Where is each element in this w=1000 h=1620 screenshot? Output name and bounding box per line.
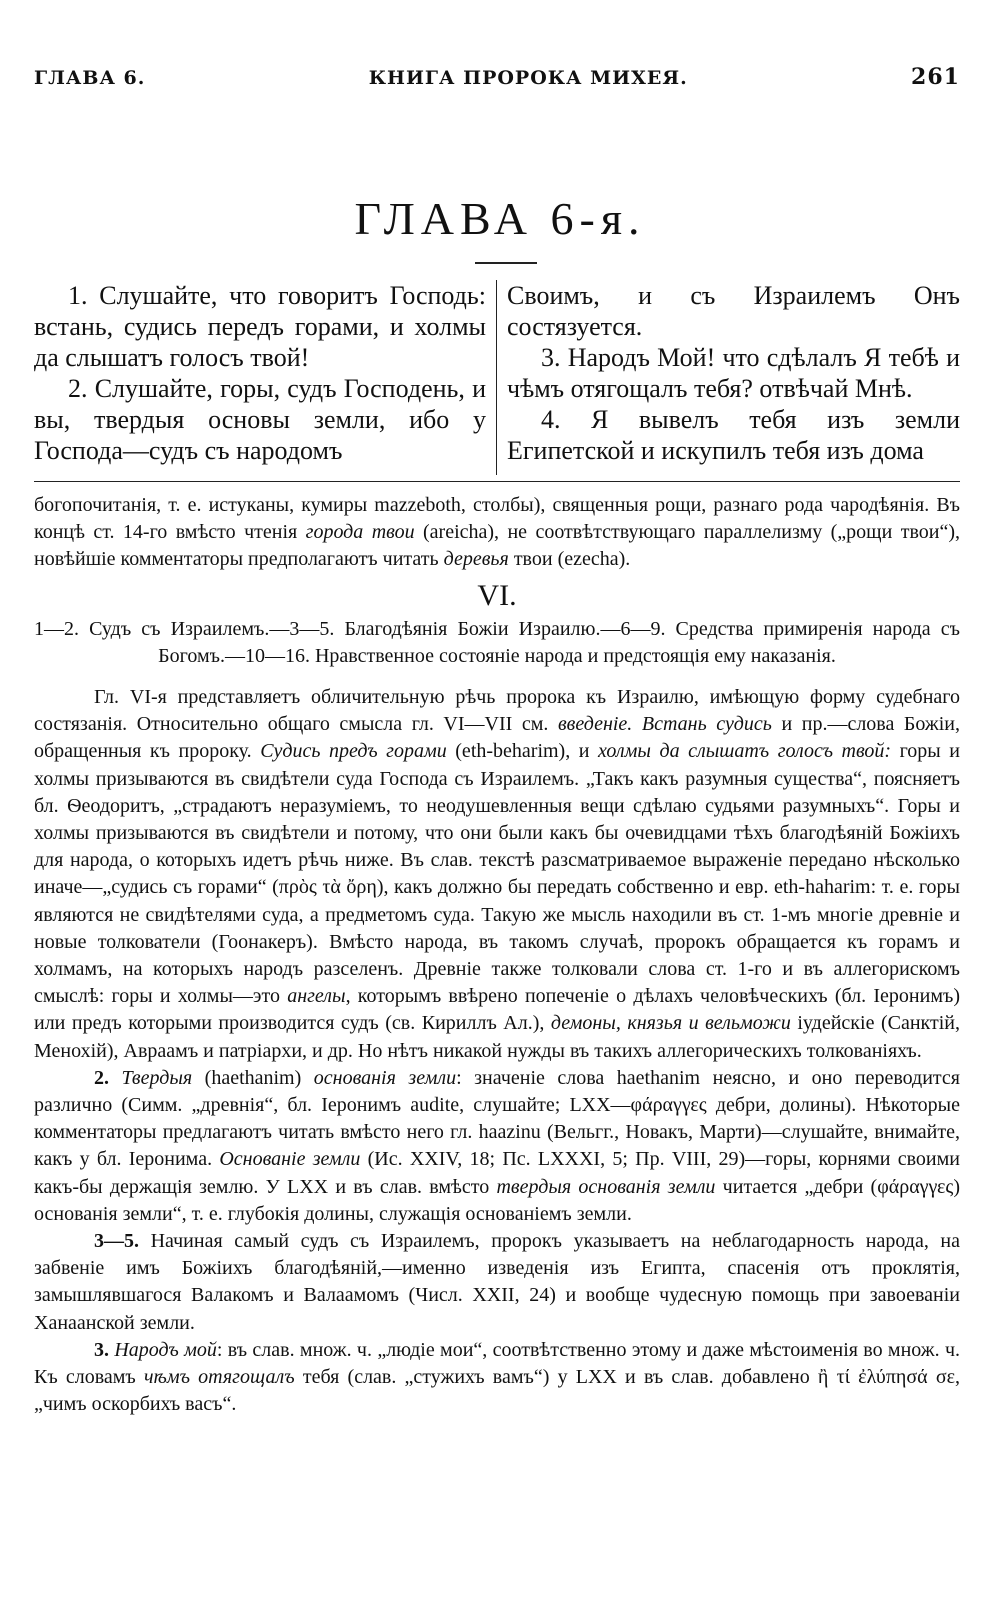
- running-head: [34, 64, 960, 90]
- note-italic: деревья: [443, 548, 509, 571]
- note-text: іудейскіе (Санктій, Менохій), Авраамъ и патріархи, и др. Но нѣтъ никакой нужды въ такихъ аллегорическихъ толкованіяхъ.: [34, 1012, 960, 1062]
- note-text: (haethanim): [192, 1066, 314, 1089]
- title-rule: [475, 262, 537, 264]
- note-text: тебя (слав. „стужихъ вамъ“) у LXX и въ слав. добавлено ἢ τί ἐλύπησά σε, „чимъ оскорбихъ васъ“.: [34, 1366, 961, 1416]
- verse-2-continued: Своимъ, и съ Израилемъ Онъ состязуется.: [507, 281, 960, 341]
- note-text: горы и холмы призываются въ свидѣтели суда Господа съ Израилемъ. „Такъ какъ разумныя существа“, поясняетъ бл. Ѳеодоритъ, „страдаютъ неразуміемъ, то неодушевленныя вещи сдѣлаю судьями разумныхъ“. Горы и холмы призываются въ свидѣтели и потому, что они были какъ бы очевидцами тѣхъ благодѣяній Божіихъ для народа, о которыхъ идетъ рѣчь ниже. Въ слав. текстѣ разсматриваемое выраженіе передано нѣсколько иначе—„судись съ горами“ (πρὸς τὰ ὄρη), какъ должно бы передать собственно и евр. eth-haharim: т. е. горы являются не свидѣтелями суда, а предметомъ суда. Такую же мысль находили въ ст. 1-мъ многіе древніе и новые толкователи (Гоонакеръ). Вмѣсто народа, въ такомъ случаѣ, пророкъ обращается къ горамъ и холмамъ, на которыхъ народъ разселенъ. Древніе также толковали слова ст. 1-го и въ аллегорискомъ смыслѣ: горы и холмы—это: [34, 740, 960, 1008]
- scripture-left-column: [34, 280, 497, 475]
- note-text: Начиная самый судъ съ Израилемъ, пророкъ указываетъ на неблагодарность народа, на забвеніе имъ Божіихъ благодѣяній,—именно изведенія изъ Египта, спасенія отъ проклятія, замышлявшагося Валакомъ и Валаамомъ (Числ. XXII, 24) и вообще чудесную помощь при завоеваніи Ханаанской земли.: [34, 1230, 960, 1334]
- commentary: [34, 492, 960, 1419]
- chapter-title: ГЛАВА 6-я.: [354, 193, 646, 244]
- commentary-paragraph-1: [34, 684, 960, 1065]
- note-text: (areicha), не соотвѣтствующаго параллелизму („рощи твои“), новѣйшіе комментаторы предполагаютъ читать: [34, 521, 960, 571]
- page-number: 261: [911, 64, 960, 90]
- note-italic: холмы да слышатъ голосъ твой:: [598, 740, 892, 763]
- verse-ref: 2.: [94, 1066, 109, 1089]
- verse-4: 4. Я вывелъ тебя изъ земли Египетской и искупилъ тебя изъ дома: [507, 405, 960, 465]
- verse-ref: 3.: [94, 1338, 109, 1361]
- note-text: (Ис. XXIV, 18; Пс. LXXXI, 5; Пр. VIII, 29)—горы, корнями своими какъ-бы держащія землю. У LXX и въ слав. вмѣсто: [34, 1148, 960, 1198]
- note-text: читается „дебри (φάραγγες) основанія земли“, т. е. глубокія долины, служащія основаніемъ земли.: [34, 1175, 960, 1225]
- verse-2: 2. Слушайте, горы, судъ Господень, и вы, твердыя основы земли, ибо у Господа—судъ съ народомъ: [34, 374, 486, 465]
- verse-3: 3. Народъ Мой! что сдѣлалъ Я тебѣ и чѣмъ отягощалъ тебя? отвѣчай Мнѣ.: [507, 343, 960, 403]
- section-numeral: VI.: [477, 578, 517, 612]
- book-title: КНИГА ПРОРОКА МИХЕЯ.: [368, 67, 688, 89]
- note-italic: города твои: [305, 521, 415, 544]
- note-italic: Твердыя: [121, 1066, 193, 1089]
- note-text: : значеніе слова haethanim неясно, и оно переводится различно (Симм. „древнія“, бл. Іеронимъ audite, слушайте; LXX—φάραγγες дебри, долины). Нѣкоторые комментаторы предлагаютъ читать вмѣсто него гл. haazinu (Вельгг., Новакъ, Марти)—слушайте, внимайте, какъ у бл. Іеронима.: [34, 1066, 960, 1171]
- note-italic: Основаніе земли: [219, 1148, 361, 1171]
- note-italic: демоны, князья и вельможи: [550, 1012, 791, 1035]
- commentary-paragraph-2: [34, 1065, 960, 1228]
- note-italic: ангелы: [287, 985, 346, 1008]
- note-text: богопочитанія, т. е. истуканы, кумиры mazzeboth, столбы), священныя рощи, разнаго рода чародѣянія. Въ концѣ ст. 14-го вмѣсто чтенія: [34, 494, 960, 544]
- scripture-columns: [34, 280, 960, 475]
- note-text: твои (ezecha).: [508, 548, 631, 571]
- note-text: , которымъ ввѣрено попеченіе о дѣлахъ человѣческихъ (бл. Іеронимъ) или предъ которыми производится судъ (св. Кириллъ Ал.),: [34, 985, 960, 1035]
- note-text: Гл. VI-я представляетъ обличительную рѣчь пророка къ Израилю, имѣющую форму судебнаго состязанія. Относительно общаго смысла гл. VI—VII см.: [34, 686, 960, 736]
- scripture-right-column: [497, 280, 960, 475]
- note-italic: введеніе. Встань судись: [557, 713, 772, 736]
- note-text: : въ слав. множ. ч. „людіе мои“, соотвѣтственно этому и даже мѣстоименія во множ. ч. Къ словамъ: [34, 1338, 961, 1389]
- chapter-label: ГЛАВА 6.: [34, 67, 146, 89]
- note-italic: основанія земли: [313, 1066, 457, 1089]
- note-italic: чѣмъ отягощалъ: [143, 1366, 295, 1389]
- previous-chapter-note: [34, 492, 960, 574]
- note-italic: Судись предъ горами: [260, 740, 447, 763]
- chapter-summary: 1—2. Судъ съ Израилемъ.—3—5. Благодѣянія Божіи Израилю.—6—9. Средства примиренія народа съ Богомъ.—10—16. Нравственное состояніе народа и предстоящія ему наказанія.: [34, 617, 960, 667]
- commentary-paragraph-4: [34, 1337, 960, 1419]
- note-text: (eth-beharim), и: [446, 740, 599, 763]
- verse-ref: 3—5.: [94, 1230, 139, 1253]
- note-italic: твердыя основанія земли: [496, 1175, 716, 1198]
- note-italic: Народъ мой: [114, 1338, 217, 1361]
- commentary-divider: [34, 481, 960, 482]
- commentary-paragraph-3: [34, 1228, 960, 1337]
- verse-1: 1. Слушайте, что говоритъ Господь: встань, судись передъ горами, и холмы да слышатъ голосъ твой!: [34, 281, 486, 372]
- note-text: и пр.—слова Божіи, обращенныя къ пророку.: [34, 713, 960, 763]
